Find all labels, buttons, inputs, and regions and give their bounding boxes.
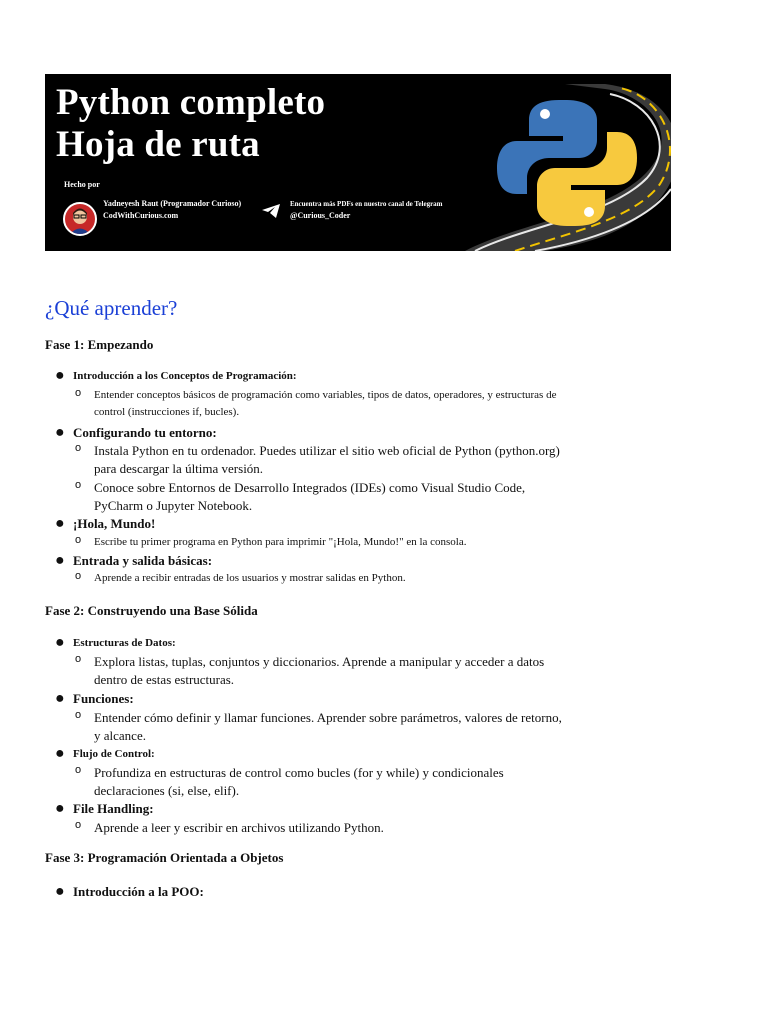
author-avatar <box>63 202 97 236</box>
telegram-icon <box>261 203 281 219</box>
circle-bullet-icon: o <box>75 570 82 582</box>
telegram-text: Encuentra más PDFs en nuestro canal de Telegram <box>290 200 443 208</box>
author-name: Yadneyesh Raut (Programador Curioso) <box>103 199 242 208</box>
list-item-title: Flujo de Control: <box>73 748 155 760</box>
telegram-info <box>290 198 443 222</box>
list-item-title: Estructuras de Datos: <box>73 637 176 649</box>
banner-title <box>56 82 325 166</box>
bullet-icon: ● <box>55 552 65 569</box>
sub-item-text: Instala Python en tu ordenador. Puedes utilizar el sitio web oficial de Python (python.org) para descargar la última versión. <box>94 443 560 476</box>
circle-bullet-icon: o <box>75 653 82 665</box>
phase-title: Fase 3: Programación Orientada a Objetos <box>45 850 284 865</box>
list-item-title: Configurando tu entorno: <box>73 425 217 440</box>
banner-title-line2: Hoja de ruta <box>56 124 260 165</box>
bullet-icon: ● <box>55 745 65 762</box>
bullet-icon: ● <box>55 367 65 384</box>
circle-bullet-icon: o <box>75 479 82 491</box>
author-info <box>103 198 241 222</box>
list-item-title: Introducción a la POO: <box>73 884 204 899</box>
bullet-icon: ● <box>55 883 65 900</box>
bullet-icon: ● <box>55 634 65 651</box>
circle-bullet-icon: o <box>75 764 82 776</box>
made-by-label: Hecho por <box>64 180 100 189</box>
section-heading: ¿Qué aprender? <box>45 296 178 320</box>
bullet-icon: ● <box>55 690 65 707</box>
bullet-icon: ● <box>55 515 65 532</box>
circle-bullet-icon: o <box>75 442 82 454</box>
bullet-icon: ● <box>55 800 65 817</box>
sub-item-text: Entender cómo definir y llamar funciones. Aprender sobre parámetros, valores de retorno, y alcance. <box>94 710 562 743</box>
list-item-title: Introducción a los Conceptos de Programación: <box>73 370 297 382</box>
python-logo-icon <box>497 98 637 228</box>
circle-bullet-icon: o <box>75 709 82 721</box>
sub-item-text: Escribe tu primer programa en Python para imprimir "¡Hola, Mundo!" en la consola. <box>94 536 467 548</box>
bullet-icon: ● <box>55 424 65 441</box>
list-item-title: Funciones: <box>73 691 134 706</box>
phase-title: Fase 1: Empezando <box>45 337 154 352</box>
header-banner <box>45 74 671 251</box>
author-site: CodWithCurious.com <box>103 211 179 220</box>
sub-item-text: Conoce sobre Entornos de Desarrollo Integrados (IDEs) como Visual Studio Code, PyCharm o Jupyter Notebook. <box>94 480 526 513</box>
sub-item-text: Aprende a leer y escribir en archivos utilizando Python. <box>94 820 384 835</box>
sub-item-text: Profundiza en estructuras de control como bucles (for y while) y condicionales declaraciones (si, else, elif). <box>94 765 504 798</box>
banner-title-line1: Python completo <box>56 82 326 123</box>
telegram-handle[interactable]: @Curious_Coder <box>290 211 351 220</box>
list-item-title: File Handling: <box>73 801 154 816</box>
circle-bullet-icon: o <box>75 819 82 831</box>
sub-item-text: Explora listas, tuplas, conjuntos y diccionarios. Aprende a manipular y acceder a datos dentro de estas estructuras. <box>94 654 545 687</box>
phase-title: Fase 2: Construyendo una Base Sólida <box>45 603 258 618</box>
sub-item-text: Entender conceptos básicos de programación como variables, tipos de datos, operadores, y estructuras de control (instrucciones if, bucles). <box>94 389 557 418</box>
circle-bullet-icon: o <box>75 534 82 546</box>
circle-bullet-icon: o <box>75 387 82 399</box>
list-item-title: Entrada y salida básicas: <box>73 553 213 568</box>
list-item-title: ¡Hola, Mundo! <box>73 516 156 531</box>
sub-item-text: Aprende a recibir entradas de los usuarios y mostrar salidas en Python. <box>94 572 406 584</box>
